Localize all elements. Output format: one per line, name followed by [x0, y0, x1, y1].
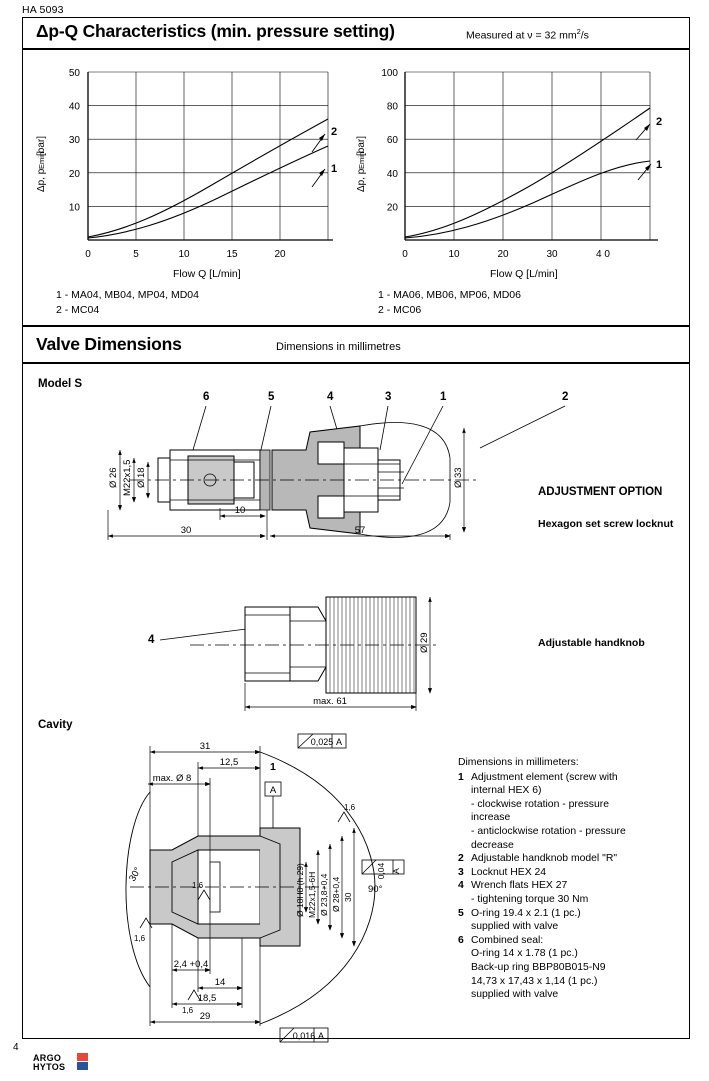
- item-line: - anticlockwise rotation - pressure: [471, 825, 626, 837]
- item-line: supplied with valve: [471, 989, 559, 1001]
- svg-text:Ø 18H8 (h 29): Ø 18H8 (h 29): [295, 863, 305, 917]
- svg-text:1: 1: [440, 391, 447, 403]
- dimensions-legend-header: Dimensions in millimeters:: [458, 757, 579, 768]
- model-s-label: Model S: [38, 378, 83, 390]
- company-logo: [33, 1053, 89, 1072]
- legend-item: 1 - MA04, MB04, MP04, MD04: [56, 289, 199, 301]
- svg-text:1,6: 1,6: [192, 881, 204, 890]
- svg-text:Emin: Emin: [37, 151, 46, 169]
- svg-text:A: A: [317, 1031, 325, 1041]
- dimensions-legend-list: [458, 756, 698, 1002]
- svg-text:30: 30: [343, 892, 353, 902]
- item-line: Adjustable handknob model "R": [471, 853, 618, 865]
- cavity-drawing: [110, 732, 455, 1047]
- adjustment-option-heading: ADJUSTMENT OPTION: [538, 486, 663, 498]
- svg-text:30: 30: [68, 135, 80, 147]
- svg-text:1: 1: [656, 159, 663, 171]
- item-line: increase: [471, 812, 511, 824]
- svg-text:1: 1: [270, 761, 276, 773]
- item-line: Combined seal:: [471, 934, 544, 946]
- item-line: - clockwise rotation - pressure: [471, 798, 610, 810]
- page-number: 4: [13, 1042, 19, 1053]
- measurement-note-suffix: /s: [580, 29, 589, 42]
- svg-text:4: 4: [327, 391, 334, 403]
- svg-text:31: 31: [199, 741, 211, 752]
- legend-item: 2 - MC06: [378, 304, 422, 316]
- measurement-note: [466, 27, 589, 42]
- svg-text:10: 10: [234, 505, 246, 516]
- item-line: decrease: [471, 839, 514, 851]
- legend-item: 2 - MC04: [56, 304, 100, 316]
- chart-size-04: [28, 62, 348, 282]
- svg-text:Flow Q [L/min]: Flow Q [L/min]: [173, 268, 241, 280]
- svg-text:18,5: 18,5: [197, 993, 217, 1004]
- svg-text:A: A: [269, 785, 277, 796]
- list-item: [458, 852, 698, 866]
- svg-text:2,4 +0,4: 2,4 +0,4: [173, 959, 209, 970]
- svg-text:20: 20: [68, 168, 80, 180]
- svg-text:29: 29: [199, 1011, 211, 1022]
- svg-text:60: 60: [386, 135, 398, 147]
- list-item: [458, 907, 698, 934]
- svg-text:Ø 26: Ø 26: [108, 467, 119, 488]
- item-line: Back-up ring BBP80B015-N9: [471, 961, 606, 973]
- svg-text:Ø 23,8+0,4: Ø 23,8+0,4: [319, 873, 329, 916]
- svg-text:Ø 29: Ø 29: [419, 632, 430, 653]
- item-number: 3: [458, 866, 464, 878]
- svg-text:2: 2: [331, 126, 338, 138]
- hexagon-locknut-label: Hexagon set screw locknut: [538, 518, 674, 530]
- svg-text:3: 3: [385, 391, 392, 403]
- svg-text:4: 4: [148, 634, 155, 646]
- dimensions-note: Dimensions in millimetres: [276, 341, 401, 353]
- svg-text:30: 30: [180, 525, 192, 536]
- svg-text:M22x1,5-6H: M22x1,5-6H: [307, 871, 317, 918]
- svg-text:1,6: 1,6: [344, 803, 356, 812]
- legend-item: 1 - MA06, MB06, MP06, MD06: [378, 289, 521, 301]
- svg-text:4 0: 4 0: [596, 249, 610, 260]
- svg-text:1,6: 1,6: [134, 934, 146, 943]
- svg-text:0,016: 0,016: [292, 1031, 316, 1041]
- logo-line-1: ARGO: [33, 1053, 62, 1063]
- adjustable-handknob-label: Adjustable handknob: [538, 637, 645, 649]
- logo-square-blue: [77, 1062, 88, 1070]
- cavity-label: Cavity: [38, 719, 73, 731]
- item-number: 6: [458, 934, 464, 946]
- svg-text:1: 1: [331, 163, 338, 175]
- svg-text:20: 20: [497, 249, 509, 260]
- svg-text:5: 5: [133, 249, 139, 260]
- legend-size-04: [56, 288, 199, 318]
- svg-text:20: 20: [274, 249, 286, 260]
- section-divider-3: [22, 362, 690, 364]
- svg-text:40: 40: [68, 101, 80, 113]
- logo-square-red: [77, 1053, 88, 1061]
- svg-text:57: 57: [354, 525, 366, 536]
- item-line: - tightening torque 30 Nm: [471, 893, 589, 905]
- svg-text:A: A: [391, 868, 401, 874]
- svg-text:5: 5: [268, 391, 275, 403]
- item-line: O-ring 19.4 x 2.1 (1 pc.): [471, 907, 581, 919]
- section-divider-2: [22, 325, 690, 327]
- svg-text:10: 10: [178, 249, 190, 260]
- list-item: [458, 879, 698, 906]
- svg-text:6: 6: [203, 391, 210, 403]
- item-line: supplied with valve: [471, 921, 559, 933]
- item-line: O-ring 14 x 1.78 (1 pc.): [471, 948, 578, 960]
- svg-text:10: 10: [448, 249, 460, 260]
- logo-line-2: HYTOS: [33, 1062, 66, 1072]
- svg-text:40: 40: [386, 168, 398, 180]
- model-s-drawing: [60, 388, 569, 598]
- svg-text:Ø 33: Ø 33: [453, 467, 464, 488]
- svg-text:[bar]: [bar]: [356, 135, 367, 156]
- svg-text:M22x1,5: M22x1,5: [122, 459, 133, 496]
- svg-text:Δp, p: Δp, p: [356, 168, 367, 192]
- svg-text:10: 10: [68, 202, 80, 214]
- item-number: 5: [458, 907, 464, 919]
- svg-text:Ø 18: Ø 18: [136, 467, 147, 488]
- list-item: [458, 866, 698, 880]
- item-number: 1: [458, 771, 464, 783]
- legend-size-06: [378, 288, 521, 318]
- chart-section-title: Δp-Q Characteristics (min. pressure setting): [36, 21, 395, 41]
- item-number: 4: [458, 880, 464, 892]
- measurement-note-prefix: Measured at ν = 32 mm: [466, 29, 577, 42]
- section-divider-1: [22, 48, 690, 50]
- svg-text:Emin: Emin: [357, 151, 366, 169]
- svg-text:30: 30: [546, 249, 558, 260]
- svg-text:30°: 30°: [127, 865, 144, 884]
- svg-text:0,04: 0,04: [376, 862, 386, 880]
- item-line: Adjustment element (screw with: [471, 771, 618, 783]
- svg-text:max. 61: max. 61: [313, 696, 347, 707]
- item-line: internal HEX 6): [471, 785, 542, 797]
- item-number: 2: [458, 853, 464, 865]
- svg-text:1,6: 1,6: [182, 1006, 194, 1015]
- svg-text:Ø 28+0,4: Ø 28+0,4: [331, 876, 341, 912]
- svg-text:0: 0: [85, 249, 91, 260]
- list-item: [458, 934, 698, 1002]
- svg-text:14: 14: [214, 977, 226, 988]
- item-line: Wrench flats HEX 27: [471, 880, 568, 892]
- chart-size-06: [350, 62, 680, 282]
- svg-text:20: 20: [386, 202, 398, 214]
- handknob-drawing: [130, 595, 520, 720]
- svg-text:Δp, p: Δp, p: [36, 168, 47, 192]
- svg-text:50: 50: [68, 68, 80, 79]
- svg-text:Flow Q [L/min]: Flow Q [L/min]: [490, 268, 558, 280]
- document-code: HA 5093: [22, 4, 64, 16]
- dimensions-section-title: Valve Dimensions: [36, 334, 182, 354]
- svg-text:15: 15: [226, 249, 238, 260]
- item-line: 14,73 x 17,43 x 1,14 (1 pc.): [471, 975, 598, 987]
- svg-text:2: 2: [656, 116, 663, 128]
- svg-text:90°: 90°: [368, 884, 383, 895]
- svg-text:[bar]: [bar]: [36, 135, 47, 156]
- list-item: [458, 771, 698, 853]
- svg-text:12,5: 12,5: [219, 757, 239, 768]
- svg-text:80: 80: [386, 101, 398, 113]
- svg-text:2: 2: [562, 391, 569, 403]
- measurement-note-exponent: 2: [576, 27, 581, 36]
- svg-text:A: A: [335, 737, 343, 747]
- svg-text:0,025: 0,025: [310, 737, 334, 747]
- svg-text:0: 0: [402, 249, 408, 260]
- svg-text:max. Ø 8: max. Ø 8: [152, 773, 192, 784]
- svg-text:100: 100: [381, 68, 398, 79]
- item-line: Locknut HEX 24: [471, 866, 547, 878]
